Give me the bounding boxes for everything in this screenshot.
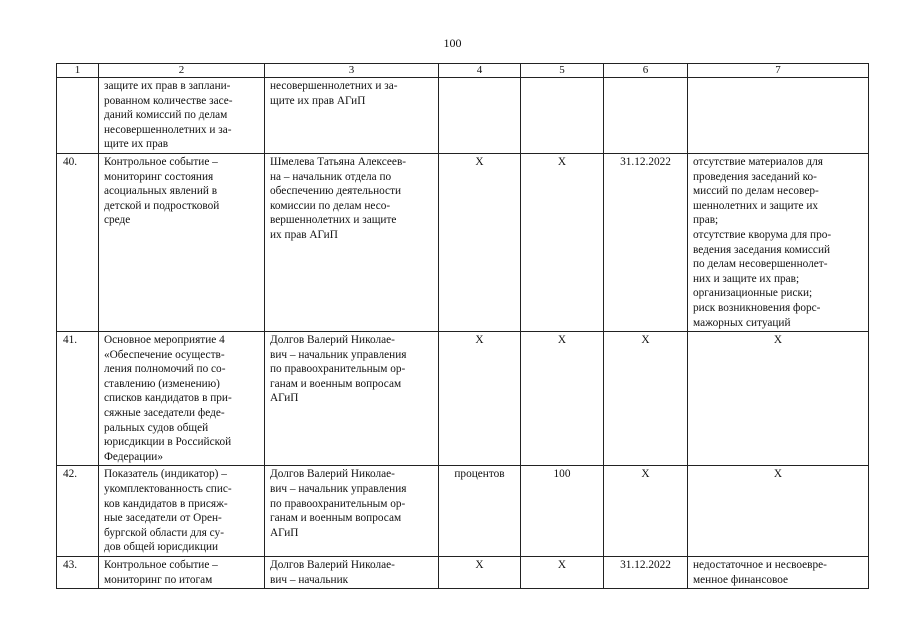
cell-line: вич – начальник управления: [270, 348, 407, 361]
measures-table: [56, 63, 869, 589]
table-row: [57, 332, 869, 466]
cell-line: детской и подростковой: [104, 199, 220, 212]
header-cell: 5: [521, 64, 604, 78]
cell-line: миссий по делам несовер-: [693, 185, 819, 198]
cell-line: мажорных ситуаций: [693, 316, 791, 329]
cell-line: риск возникновения форс-: [693, 301, 821, 314]
cell-line: даний комиссий по делам: [104, 109, 228, 122]
unit-cell: [439, 78, 521, 154]
cell-line: их прав АГиП: [270, 228, 338, 241]
risks-cell: [688, 78, 869, 154]
cell-line: Долгов Валерий Николае-: [270, 334, 395, 347]
deadline-cell: 31.12.2022: [604, 557, 688, 589]
cell-line: несовершеннолетних и за-: [104, 123, 232, 136]
risks-cell: [688, 153, 869, 331]
cell-line: рованном количестве засе-: [104, 94, 233, 107]
measure-name-cell: [99, 153, 265, 331]
value-cell: Х: [521, 332, 604, 466]
cell-line: по правоохранительным ор-: [270, 363, 406, 376]
cell-line: юрисдикции в Российской: [104, 436, 232, 449]
responsible-person-cell: [265, 78, 439, 154]
cell-line: бургской области для су-: [104, 526, 224, 539]
deadline-cell: Х: [604, 332, 688, 466]
cell-line: ганам и военным вопросам: [270, 377, 402, 390]
risks-cell: [688, 332, 869, 466]
cell-line: сяжные заседатели феде-: [104, 407, 225, 420]
cell-line: ления полномочий по со-: [104, 363, 226, 376]
cell-line: отсутствие материалов для: [693, 155, 823, 168]
value-cell: 100: [521, 466, 604, 557]
measure-name-cell: [99, 466, 265, 557]
cell-line: Контрольное событие –: [104, 559, 218, 571]
cell-line: щите их прав АГиП: [270, 94, 366, 107]
cell-line: по делам несовершеннолет-: [693, 258, 828, 271]
cell-line: Х: [773, 334, 783, 347]
table-row: [57, 557, 869, 589]
cell-line: комиссии по делам несо-: [270, 199, 391, 212]
cell-line: Федерации»: [104, 450, 163, 463]
value-cell: Х: [521, 153, 604, 331]
cell-line: прав;: [693, 214, 719, 227]
unit-cell: Х: [439, 557, 521, 589]
cell-line: Шмелева Татьяна Алексеев-: [270, 155, 407, 168]
cell-line: недостаточное и несвоевре-: [693, 559, 827, 571]
cell-line: «Обеспечение осуществ-: [104, 348, 225, 361]
risks-cell: [688, 466, 869, 557]
cell-line: вич – начальник управления: [270, 483, 407, 496]
cell-line: ные заседатели от Орен-: [104, 512, 222, 525]
cell-line: организационные риски;: [693, 287, 813, 300]
row-number-cell: 42.: [57, 466, 99, 557]
deadline-cell: Х: [604, 466, 688, 557]
row-number-cell: [57, 78, 99, 154]
cell-line: Долгов Валерий Николае-: [270, 559, 395, 571]
measure-name-cell: [99, 78, 265, 154]
cell-line: укомплектованность спис-: [104, 483, 232, 496]
cell-line: щите их прав: [104, 138, 169, 151]
cell-line: АГиП: [270, 526, 299, 539]
page-number: 100: [443, 36, 462, 50]
header-cell: 3: [265, 64, 439, 78]
cell-line: Х: [773, 468, 783, 481]
deadline-cell: 31.12.2022: [604, 153, 688, 331]
unit-cell: процентов: [439, 466, 521, 557]
responsible-person-cell: [265, 153, 439, 331]
cell-line: шеннолетних и защите их: [693, 199, 819, 212]
unit-cell: Х: [439, 332, 521, 466]
cell-line: менное финансовое: [693, 573, 789, 586]
cell-line: Контрольное событие –: [104, 155, 218, 168]
cell-line: вич – начальник: [270, 573, 349, 586]
cell-line: ставлению (изменению): [104, 377, 220, 390]
measure-name-cell: [99, 557, 265, 589]
table-row: [57, 466, 869, 557]
row-number-cell: 40.: [57, 153, 99, 331]
cell-line: ведения заседания комиссий: [693, 243, 831, 256]
cell-line: несовершеннолетних и за-: [270, 80, 398, 92]
row-number-cell: 43.: [57, 557, 99, 589]
cell-line: мониторинг состояния: [104, 170, 214, 183]
cell-line: ков кандидатов в присяж-: [104, 497, 228, 510]
cell-line: списков кандидатов в при-: [104, 392, 232, 405]
cell-line: проведения заседаний ко-: [693, 170, 817, 183]
unit-cell: Х: [439, 153, 521, 331]
responsible-person-cell: [265, 332, 439, 466]
cell-line: АГиП: [270, 392, 299, 405]
cell-line: ральных судов общей: [104, 421, 209, 434]
cell-line: среде: [104, 214, 131, 227]
cell-line: по правоохранительным ор-: [270, 497, 406, 510]
header-cell: 7: [688, 64, 869, 78]
measure-name-cell: [99, 332, 265, 466]
cell-line: отсутствие кворума для про-: [693, 228, 832, 241]
risks-cell: [688, 557, 869, 589]
table-row: [57, 153, 869, 331]
header-cell: 1: [57, 64, 99, 78]
row-number-cell: 41.: [57, 332, 99, 466]
cell-line: них и защите их прав;: [693, 272, 800, 285]
responsible-person-cell: [265, 557, 439, 589]
cell-line: на – начальник отдела по: [270, 170, 392, 183]
header-cell: 4: [439, 64, 521, 78]
cell-line: Показатель (индикатор) –: [104, 468, 227, 481]
header-cell: 6: [604, 64, 688, 78]
cell-line: дов общей юрисдикции: [104, 541, 219, 554]
cell-line: асоциальных явлений в: [104, 185, 218, 198]
table-row: [57, 78, 869, 154]
cell-line: Основное мероприятие 4: [104, 334, 225, 347]
deadline-cell: [604, 78, 688, 154]
cell-line: обеспечению деятельности: [270, 185, 402, 198]
cell-line: мониторинг по итогам: [104, 573, 213, 586]
responsible-person-cell: [265, 466, 439, 557]
column-number-header-row: [57, 64, 869, 78]
cell-line: Долгов Валерий Николае-: [270, 468, 395, 481]
value-cell: Х: [521, 557, 604, 589]
header-cell: 2: [99, 64, 265, 78]
value-cell: [521, 78, 604, 154]
cell-line: защите их прав в заплани-: [104, 80, 231, 92]
cell-line: ганам и военным вопросам: [270, 512, 402, 525]
cell-line: вершеннолетних и защите: [270, 214, 397, 227]
